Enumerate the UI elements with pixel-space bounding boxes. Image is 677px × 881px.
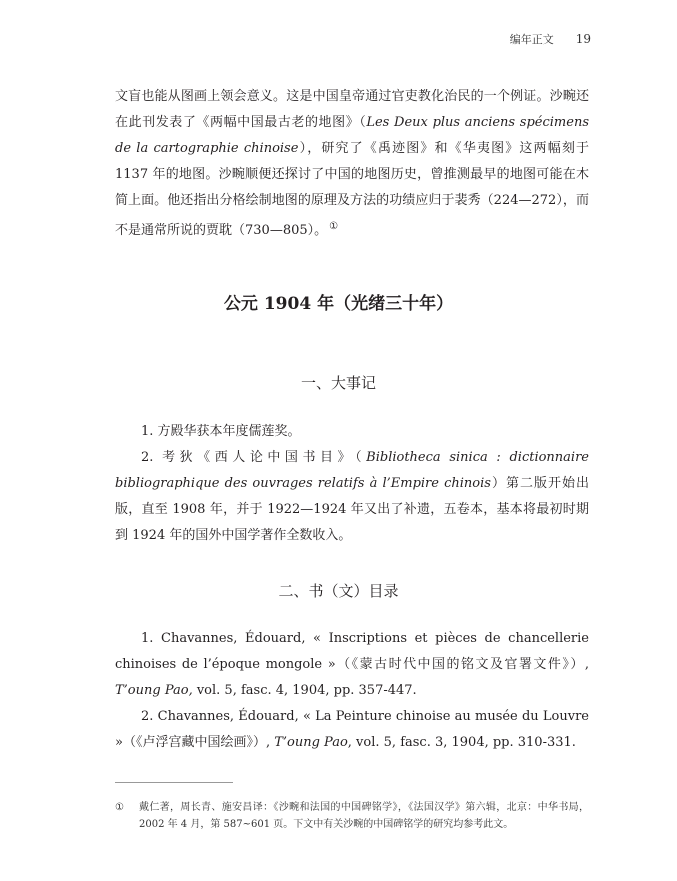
year-heading: 公元 1904 年（光绪三十年） (223, 294, 454, 314)
running-title: 编年正文 (509, 33, 554, 46)
entry-text-1: 2. Chavannes, Édouard, « La Peinture chinoise au musée du Louvre »（《卢浮宫藏中国绘画》）, (115, 709, 589, 750)
section-heading-events: 一、大事记 (300, 374, 376, 392)
entry-text-2: , vol. 5, fasc. 3, 1904, pp. 310-331. (347, 735, 576, 750)
bibliography-entry (115, 704, 589, 756)
running-header (510, 31, 591, 47)
bibliography-list (115, 626, 589, 756)
events-list (115, 419, 589, 549)
intro-text-1: 文盲也能从图画上领会意义。这是中国皇帝通过官吏教化治民的一个例证。沙畹还在此刊发表了《两幅中国最古老的地图》（ (115, 89, 589, 130)
page-number: 19 (575, 32, 591, 46)
intro-text-2: ），研究了《禹迹图》和《华夷图》这两幅刻于 1137 年的地图。沙畹顺便还探讨了中国的地图历史，曾推测最早的地图可能在木简上面。他还指出分格绘制地图的原理及方法的功绩应归于裴秀（224—272），而不是通常所说的贾耽（730—805）。 (115, 141, 589, 238)
section-heading-bibliography: 二、书（文）目录 (278, 582, 399, 600)
intro-paragraph (115, 84, 589, 244)
footnote-divider (115, 782, 233, 783)
entry-journal: T’oung Pao (274, 735, 348, 750)
event-book-title: Bibliotheca sinica : dictionnaire bibliographique des ouvrages relatifs à l’Empire chinois (115, 450, 589, 491)
intro-paragraph-block (115, 84, 589, 244)
footnote (115, 799, 589, 833)
event-text-2: ）第二版开始出版，直至 1908 年，并于 1922—1924 年又出了补遗，五卷本，基本将最初时期到 1924 年的国外中国学著作全数收入。 (115, 476, 589, 543)
event-item (115, 445, 589, 549)
intro-french-title: Les Deux plus anciens spécimens de la cartographie chinoise (115, 115, 589, 156)
entry-journal: T’oung Pao, (115, 683, 193, 698)
event-item: 1. 方殿华获本年度儒莲奖。 (141, 424, 301, 439)
footnote-text: 戴仁著，周长青、施安昌译：《沙畹和法国的中国碑铭学》，《法国汉学》第六辑，北京：中华书局，2002 年 4 月，第 587~601 页。下文中有关沙畹的中国碑铭学的研究均参考此文。 (139, 802, 589, 830)
bibliography-entry (115, 626, 589, 704)
footnote-reference[interactable]: ① (329, 221, 339, 232)
event-text-1: 2. 考狄《西人论中国书目》（ (141, 450, 367, 465)
footnote-marker: ① (115, 802, 124, 813)
entry-text-2: vol. 5, fasc. 4, 1904, pp. 357-447. (192, 683, 417, 698)
entry-text-1: 1. Chavannes, Édouard, « Inscriptions et pièces de chancellerie chinoises de l’époque mongole »（《蒙古时代中国的铭文及官署文件》）, (115, 631, 589, 672)
